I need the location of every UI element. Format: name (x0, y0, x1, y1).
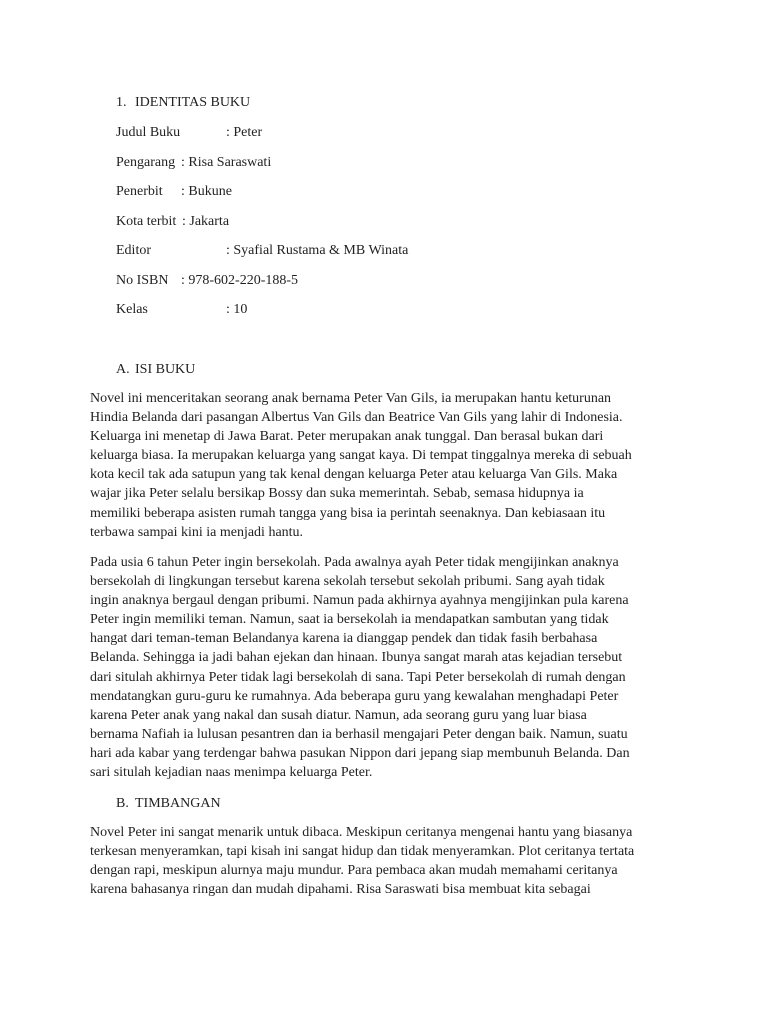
identity-value-editor: : Syafial Rustama & MB Winata (226, 243, 409, 258)
paragraph-line: Pada usia 6 tahun Peter ingin bersekolah. Pada awalnya ayah Peter tidak mengijinkan anaknya (90, 555, 619, 570)
paragraph-line: wajar jika Peter selalu bersikap Bossy dan suka memerintah. Sebab, semasa hidupnya ia (90, 486, 584, 502)
paragraph-line: Belanda. Sehingga ia jadi bahan ejekan dan hinaan. Ibunya sangat marah atas kejadian tersebut (90, 650, 623, 666)
identity-label-editor: Editor (116, 243, 151, 258)
identity-label-penerbit: Penerbit (116, 184, 163, 199)
section-1-heading (116, 94, 251, 112)
paragraph-line: Hindia Belanda dari pasangan Albertus Van Gils dan Beatrice Van Gils yang lahir di Indonesia. (90, 410, 623, 426)
paragraph-timbangan (90, 823, 690, 899)
paragraph-line: Keluarga ini menetap di Jawa Barat. Peter merupakan anak tunggal. Dan berasal bukan dari (90, 429, 604, 445)
paragraph-line: Novel Peter ini sangat menarik untuk dibaca. Meskipun ceritanya mengenai hantu yang biasanya (90, 825, 633, 840)
paragraph-line: hari ada kabar yang terdengar bahwa pasukan Nippon dari jepang siap membunuh Belanda. Dan (90, 745, 630, 761)
paragraph-line: keluarga biasa. Ia merupakan keluarga yang sangat kaya. Di tempat tinggalnya mereka di sebuah (90, 448, 632, 464)
section-a-title: ISI BUKU (135, 362, 196, 377)
paragraph-line: terbawa sampai kini ia menjadi hantu. (90, 524, 304, 540)
identity-value-penerbit: : Bukune (181, 184, 232, 199)
identity-value-kelas: : 10 (226, 302, 248, 317)
identity-value-pengarang: : Risa Saraswati (181, 155, 272, 170)
identity-label-isbn: No ISBN (116, 273, 169, 288)
paragraph-line: karena Peter anak yang nakal dan susah diatur. Namun, ada seorang guru yang luar biasa (90, 707, 587, 723)
identity-label-kota: Kota terbit (116, 214, 177, 229)
identity-label-judul: Judul Buku (116, 125, 181, 140)
paragraph-line: Peter ingin memiliki teman. Namun, saat ia bersekolah ia mendapatkan sambutan yang tidak (90, 612, 609, 628)
paragraph-isi-1 (90, 389, 690, 542)
paragraph-line: ingin anaknya bergaul dengan pribumi. Namun pada akhirnya ayahnya mengijinkan pula karena (90, 593, 629, 609)
identity-label-kelas: Kelas (116, 302, 148, 317)
identity-value-kota: : Jakarta (182, 214, 230, 229)
paragraph-line: kota kecil tak ada satupun yang tak kenal dengan keluarga Peter atau keluarga Van Gils. Maka (90, 467, 618, 483)
paragraph-line: hangat dari teman-teman Belandanya karena ia dianggap pendek dan tidak fasih berbahasa (90, 631, 598, 647)
section-1-number: 1. (116, 95, 127, 110)
paragraph-line: Novel ini menceritakan seorang anak bernama Peter Van Gils, ia merupakan hantu keturunan (90, 391, 612, 406)
paragraph-line: dari situlah akhirnya Peter tidak lagi bersekolah di sana. Tapi Peter bersekolah di rumah dengan (90, 669, 626, 685)
paragraph-line: dengan rapi, meskipun alurnya maju mundur. Para pembaca akan mudah memahami ceritanya (90, 863, 618, 879)
paragraph-isi-2 (90, 553, 690, 782)
paragraph-line: mendatangkan guru-guru ke rumahnya. Ada beberapa guru yang kewalahan menghadapi Peter (90, 688, 619, 704)
paragraph-line: memiliki beberapa asisten rumah tangga yang bisa ia perintah seenaknya. Dan kebiasaan itu (90, 505, 606, 521)
paragraph-line: bernama Nafiah ia lulusan pesantren dan ia berhasil mengajari Peter dengan baik. Namun, suatu (90, 726, 628, 742)
section-b-title: TIMBANGAN (135, 796, 221, 811)
paragraph-line: karena bahasanya ringan dan mudah dipahami. Risa Saraswati bisa membuat kita sebagai (90, 882, 591, 898)
identity-value-isbn: : 978-602-220-188-5 (181, 273, 299, 288)
paragraph-line: bersekolah di lingkungan tersebut karena sekolah tersebut sekolah pribumi. Sang ayah tidak (90, 574, 605, 590)
paragraph-line: sari situlah kejadian naas menimpa keluarga Peter. (90, 765, 373, 781)
section-b-heading (116, 795, 221, 813)
section-b-number: B. (116, 796, 129, 811)
section-a-number: A. (116, 362, 130, 377)
paragraph-line: terkesan menyeramkan, tapi kisah ini sangat hidup dan tidak menyeramkan. Plot ceritanya tertata (90, 844, 635, 860)
section-1-title: IDENTITAS BUKU (135, 95, 251, 110)
identity-value-judul: : Peter (226, 125, 263, 140)
identity-label-pengarang: Pengarang (116, 155, 176, 170)
section-a-heading (116, 361, 196, 379)
